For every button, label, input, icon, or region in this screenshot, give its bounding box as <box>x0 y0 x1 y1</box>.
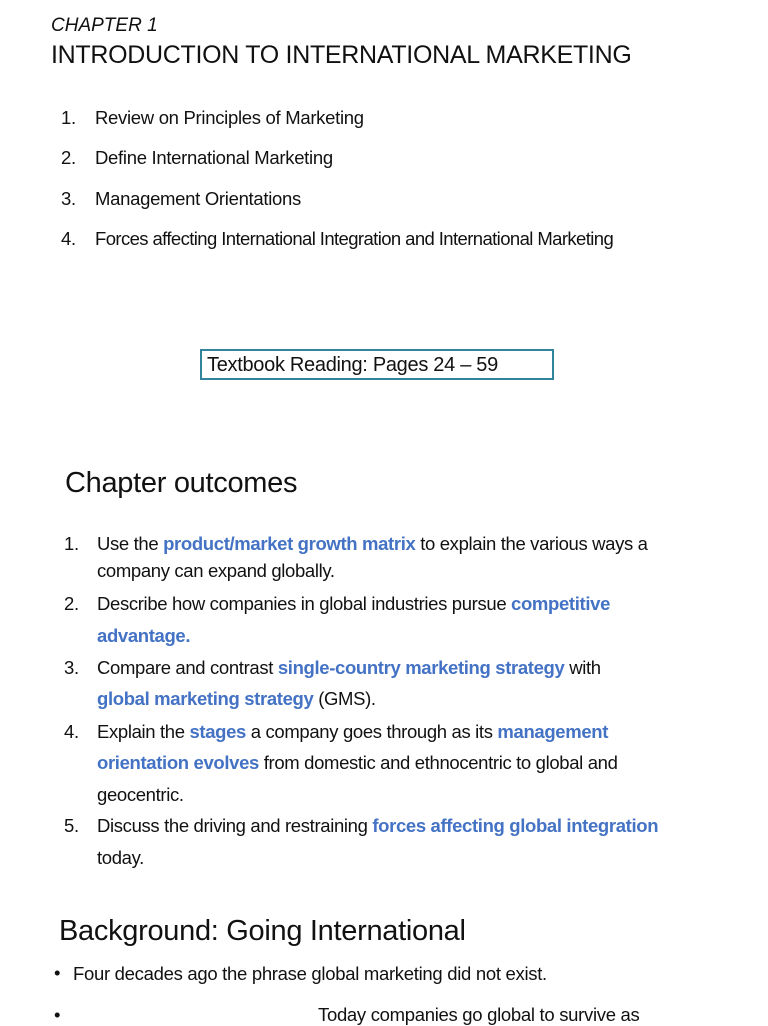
highlighted-term: product/market growth matrix <box>163 533 416 554</box>
topic-item: Management Orientations <box>95 188 301 209</box>
outcome-text: Explain the <box>97 721 190 742</box>
outcome-text: (GMS). <box>313 688 376 709</box>
outcome-text: Discuss the driving and restraining <box>97 815 373 836</box>
topic-number: 4. <box>61 228 76 249</box>
outcome-text: today. <box>97 847 144 868</box>
highlighted-term: orientation evolves <box>97 752 259 773</box>
outcome-line <box>97 560 335 582</box>
topic-item: Forces affecting International Integration and International Marketing <box>95 228 614 249</box>
topic-number: 2. <box>61 147 76 168</box>
outcome-text: with <box>564 657 601 678</box>
outcome-line <box>97 657 601 679</box>
background-heading: Background: Going International <box>59 915 466 947</box>
outcome-line <box>97 625 190 647</box>
outcome-text: Compare and contrast <box>97 657 278 678</box>
outcome-number: 1. <box>64 533 79 554</box>
bullet-icon: • <box>54 1004 61 1025</box>
highlighted-term: advantage. <box>97 625 191 646</box>
chapter-label: CHAPTER 1 <box>51 15 158 36</box>
bullet-icon: • <box>54 962 61 983</box>
outcome-number: 5. <box>64 815 79 836</box>
outcomes-heading: Chapter outcomes <box>65 467 298 499</box>
outcome-text: to explain the various ways a <box>415 533 648 554</box>
outcome-number: 2. <box>64 593 79 614</box>
outcome-text: company can expand globally. <box>97 560 335 581</box>
outcome-number: 4. <box>64 721 79 742</box>
outcome-line <box>97 815 658 837</box>
outcome-line <box>97 847 144 869</box>
textbook-reading-box: Textbook Reading: Pages 24 – 59 <box>200 349 554 380</box>
highlighted-term: competitive <box>511 593 611 614</box>
outcome-text: Use the <box>97 533 164 554</box>
highlighted-term: management <box>497 721 609 742</box>
topic-item: Define International Marketing <box>95 147 333 168</box>
outcome-text: a company goes through as its <box>246 721 498 742</box>
topic-item: Review on Principles of Marketing <box>95 107 364 128</box>
highlighted-term: forces affecting global integration <box>372 815 659 836</box>
outcome-text: Describe how companies in global industries pursue <box>97 593 512 614</box>
topic-number: 1. <box>61 107 76 128</box>
outcome-text: geocentric. <box>97 784 184 805</box>
outcome-line <box>97 721 608 743</box>
highlighted-term: global marketing strategy <box>97 688 314 709</box>
outcome-number: 3. <box>64 657 79 678</box>
outcome-text: from domestic and ethnocentric to global and <box>258 752 618 773</box>
highlighted-term: stages <box>189 721 247 742</box>
outcome-line <box>97 688 376 710</box>
outcome-line <box>97 533 648 555</box>
chapter-title: INTRODUCTION TO INTERNATIONAL MARKETING <box>51 41 632 69</box>
outcome-line <box>97 784 184 806</box>
bullet-item: Four decades ago the phrase global marketing did not exist. <box>73 963 547 984</box>
bullet-item: Today companies go global to survive as <box>318 1004 640 1025</box>
highlighted-term: single-country marketing strategy <box>277 657 565 678</box>
outcome-line <box>97 752 618 774</box>
outcome-line <box>97 593 610 615</box>
topic-number: 3. <box>61 188 76 209</box>
